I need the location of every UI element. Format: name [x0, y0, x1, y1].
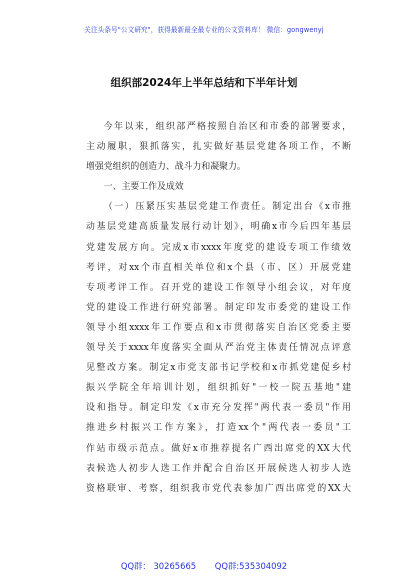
intro-line: 主动履职，狠抓落实，扎实做好基层党建各项工作，不断 — [86, 142, 351, 153]
section-heading-paragraph — [86, 177, 351, 197]
section-heading: 一、主要工作及成效 — [103, 182, 184, 193]
item1-line: 领导小组xxxx年工作要点和x市贯彻落实自治区党委主要 — [86, 322, 351, 333]
document-body — [86, 117, 351, 499]
item1-line: 动基层党建高质量发展行动计划》，明确x市今后四年基层 — [86, 222, 351, 233]
qq-group-2: QQ群:535304092 — [214, 561, 288, 571]
footer-contact — [0, 560, 408, 572]
item1-line: 作站市级示范点。做好x市推荐提名广西出席党的XX大代 — [86, 443, 351, 454]
qq-group-1: QQ群： 30265665 — [120, 561, 197, 571]
item1-line: （一）压紧压实基层党建工作责任。制定出台《x市推 — [103, 202, 351, 213]
item1-line: 见整改方案。制定x市党支部书记学校和x市抓党建促乡村 — [86, 363, 351, 374]
document-title: 组织部2024年上半年总结和下半年计划 — [110, 77, 298, 89]
intro-line: 今年以来，组织部严格按照自治区和市委的部署要求， — [103, 122, 351, 132]
item1-line: 专项考评工作。召开党的建设工作领导小组会议，对年度 — [86, 282, 351, 293]
intro-line: 增强党组织的创造力、战斗力和凝聚力。 — [86, 162, 246, 173]
item1-line: 党建发展方向。完成x市xxxx年度党的建设专项工作绩效 — [86, 242, 351, 253]
item1-line: 考评，对xx个市直相关单位和x个县（市、区）开展党建 — [86, 262, 351, 273]
item1-line: 推进乡村振兴工作方案》，打造xx个"两代表一委员"工 — [86, 423, 351, 434]
item1-line: 资格联审、考察，组织我市党代表参加广西出席党的XX大 — [86, 483, 351, 494]
item1-line: 领导关于xxxx年度落实全面从严治党主体责任情况点评意 — [86, 343, 351, 354]
item1-paragraph — [86, 197, 351, 498]
intro-paragraph — [86, 117, 351, 177]
header-banner: 关注头条号"公文研究"，获得最新最全最专业的公文资料库！ 微信：gongwenyj — [84, 26, 324, 34]
item1-line: 表候选人初步人选工作并配合自治区开展候选人初步人选 — [86, 463, 351, 474]
item1-line: 设和指导。制定印发《x市充分发挥"两代表一委员"作用 — [86, 403, 351, 414]
item1-line: 党的建设工作进行研究部署。制定印发市委党的建设工作 — [86, 302, 351, 313]
item1-line: 振兴学院全年培训计划，组织抓好"一校一院五基地"建 — [86, 383, 351, 394]
